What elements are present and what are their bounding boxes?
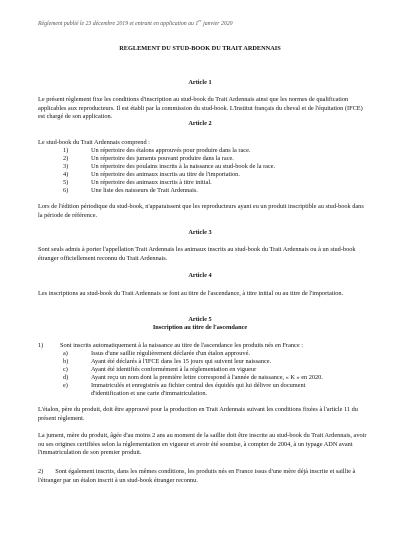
list-item-text: Un répertoire des animaux inscrits à titre initial.	[91, 179, 212, 186]
list-item-text: Un répertoire des animaux inscrits au titre de l'importation.	[91, 171, 240, 178]
article-5-heading: Article 5	[188, 316, 212, 323]
list-item-text: Ayant été déclarés à l'IFCE dans les 15 jours qui suivent leur naissance.	[91, 358, 272, 365]
list-item-number: 3)	[63, 163, 69, 170]
list-item-text: Un répertoire des étalons approuvés pour produire dans la race.	[91, 147, 251, 154]
list-item-letter: b)	[63, 358, 69, 365]
list-item-letter: c)	[63, 366, 68, 373]
article-2-intro: Le stud-book du Trait Ardennais comprend :	[38, 139, 150, 146]
list-item-text: Une liste des naisseurs de Trait Ardennais.	[91, 187, 198, 194]
article-2-heading: Article 2	[188, 120, 212, 127]
list-item-text: Issus d'une saillie régulièrement déclarée d'un étalon approuvé.	[91, 350, 250, 357]
list-item-continuation: d'identification et une carte d'immatriculation.	[91, 390, 208, 397]
list-item-text: Un répertoire des poulains inscrits à la naissance au stud-book de la race.	[91, 163, 276, 170]
list-item-text: Ayant reçu un nom dont la première lettre correspond à l'année de naissance, « K » en 2020.	[91, 374, 323, 381]
article-2-outro: Lors de l'édition périodique du stud-book, n'apparaissent que les reproducteurs ayant eu un produit inscriptible au stud-book dans la période de référence.	[38, 203, 364, 219]
document-title: REGLEMENT DU STUD-BOOK DU TRAIT ARDENNAIS	[119, 45, 281, 52]
page-header: Règlement publié le 23 décembre 2019 et entrant en application au 1er janvier 2020	[38, 18, 233, 27]
point-text: Sont également inscrits, dans les mêmes conditions, les produits nés en France issus d'une mère déjà inscrite et saillie à l'étranger par un étalon inscrit à un stud-book étranger reconnu.	[38, 468, 356, 484]
list-item-text: Un répertoire des juments pouvant produire dans la race.	[91, 155, 234, 162]
list-item-number: 6)	[63, 187, 69, 194]
article-4-text: Les inscriptions au stud-book du Trait Ardennais se font au titre de l'ascendance, à titre initial ou au titre de l'importation.	[38, 290, 344, 297]
point-number: 1)	[38, 342, 44, 349]
list-item-number: 5)	[63, 179, 69, 186]
list-item	[63, 187, 198, 196]
article-3-heading: Article 3	[188, 229, 212, 236]
list-item-text: Immatriculés et enregistrés au fichier central des équidés qui lui délivre un document	[91, 382, 306, 389]
list-item-letter: d)	[63, 374, 69, 381]
list-item-text: Ayant été identifiés conformément à la réglementation en vigueur	[91, 366, 257, 373]
article-5-etalon-paragraph: L'étalon, père du produit, doit être approuvé pour la production en Trait Ardennais suivant les conditions fixées à l'article 11 du présent règlement.	[38, 406, 358, 422]
article-4-heading: Article 4	[188, 272, 212, 279]
superscript: er	[198, 18, 202, 23]
list-item-letter: a)	[63, 350, 68, 357]
article-1-text: Le présent règlement fixe les conditions d'inscription au stud-book du Trait Ardennais ainsi que les normes de qualification applicables aux reproducteurs. Il est établi par la commission du stud-book. L'Institut français du cheval et de l'équitation (IFCE) est chargé de son application.	[38, 96, 363, 120]
point-number: 2)	[38, 468, 44, 475]
list-item-number: 2)	[63, 155, 69, 162]
point-text: Sont inscrits automatiquement à la naissance au titre de l'ascendance les produits nés en France :	[60, 342, 303, 349]
article-1-heading: Article 1	[188, 79, 212, 86]
list-item-number: 1)	[63, 147, 69, 154]
list-item-letter: e)	[63, 382, 68, 389]
article-5-jument-paragraph: La jument, mère du produit, âgée d'au moins 2 ans au moment de la saillie doit être inscrite au stud-book du Trait Ardennais, avoir ou ses origines certifiées selon la réglementation en vigueur et avoir été soumise, à compter de 2004, à un typage ADN avant l'immatriculation de son premier produit.	[38, 432, 367, 456]
article-5-subheading: Inscription au titre de l'ascendance	[152, 324, 248, 331]
list-item-number: 4)	[63, 171, 69, 178]
article-5-point-2	[38, 468, 368, 485]
article-3-text: Sont seuls admis à porter l'appellation Trait Ardennais les animaux inscrits au stud-book du Trait Ardennais ou à un stud-book étranger officiellement reconnu du Trait Ardennais.	[38, 246, 356, 262]
